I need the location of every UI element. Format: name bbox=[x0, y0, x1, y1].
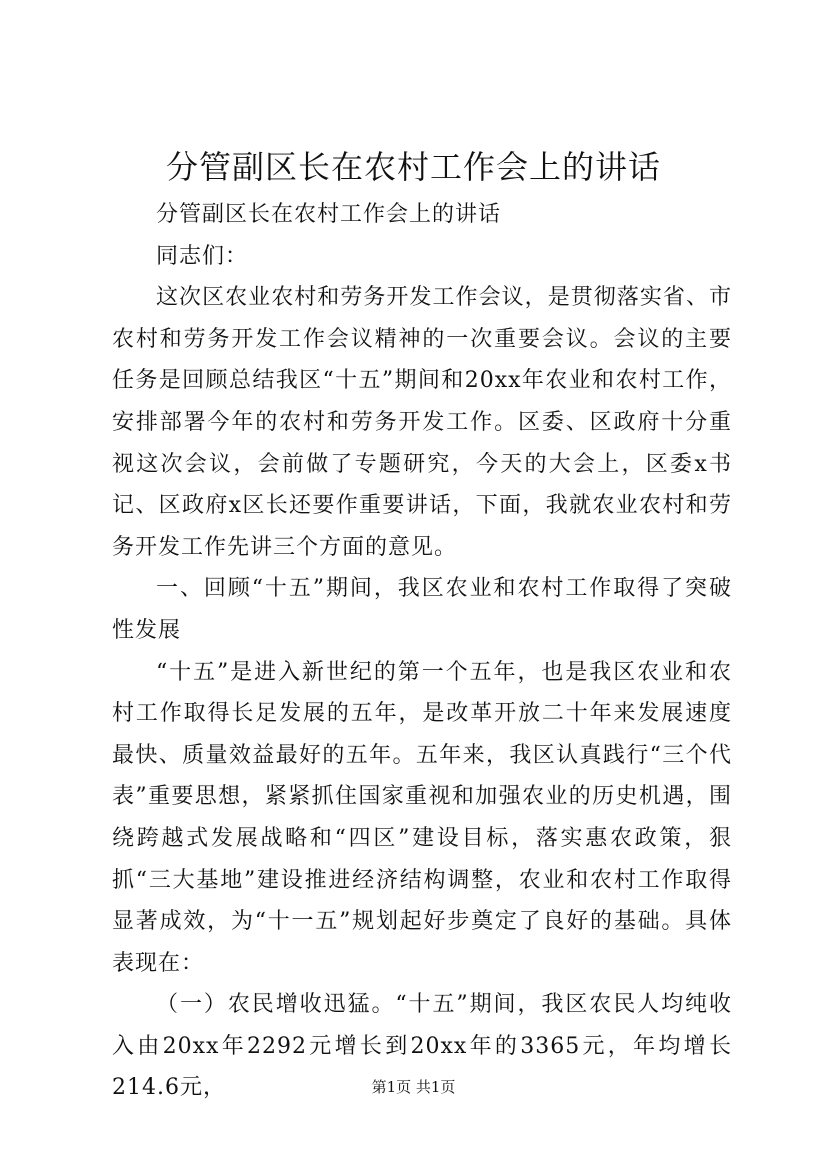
intro-paragraph: 这次区农业农村和劳务开发工作会议，是贯彻落实省、市农村和劳务开发工作会议精神的一次重要会议。会议的主要任务是回顾总结我区“十五”期间和20xx年农业和农村工作，安排部署今年的农村和劳务开发工作。区委、区政府十分重视这次会议，会前做了专题研究，今天的大会上，区委x书记、区政府x区长还要作重要讲话，下面，我就农业农村和劳务开发工作先讲三个方面的意见。 bbox=[112, 285, 732, 560]
document-body bbox=[112, 194, 732, 1109]
body-paragraph: （一）农民增收迅猛。“十五”期间，我区农民人均纯收入由20xx年2292元增长到20xx年的3365元，年均增长214.6元， bbox=[112, 992, 732, 1101]
body-paragraph: “十五”是进入新世纪的第一个五年，也是我区农业和农村工作取得长足发展的五年，是改革开放二十年来发展速度最快、质量效益最好的五年。五年来，我区认真践行“三个代表”重要思想，紧紧抓住国家重视和加强农业的历史机遇，围绕跨越式发展战略和“四区”建设目标，落实惠农政策，狠抓“三大基地”建设推进经济结构调整，农业和农村工作取得显著成效，为“十一五”规划起好步奠定了良好的基础。具体表现在： bbox=[112, 659, 732, 976]
salutation-paragraph: 同志们： bbox=[156, 243, 249, 269]
section-heading: 一、回顾“十五”期间，我区农业和农村工作取得了突破性发展 bbox=[112, 576, 732, 643]
subtitle-paragraph: 分管副区长在农村工作会上的讲话 bbox=[156, 202, 502, 227]
document-title: 分管副区长在农村工作会上的讲话 bbox=[165, 148, 661, 186]
page-footer: 第1页 共1页 bbox=[371, 1078, 456, 1096]
